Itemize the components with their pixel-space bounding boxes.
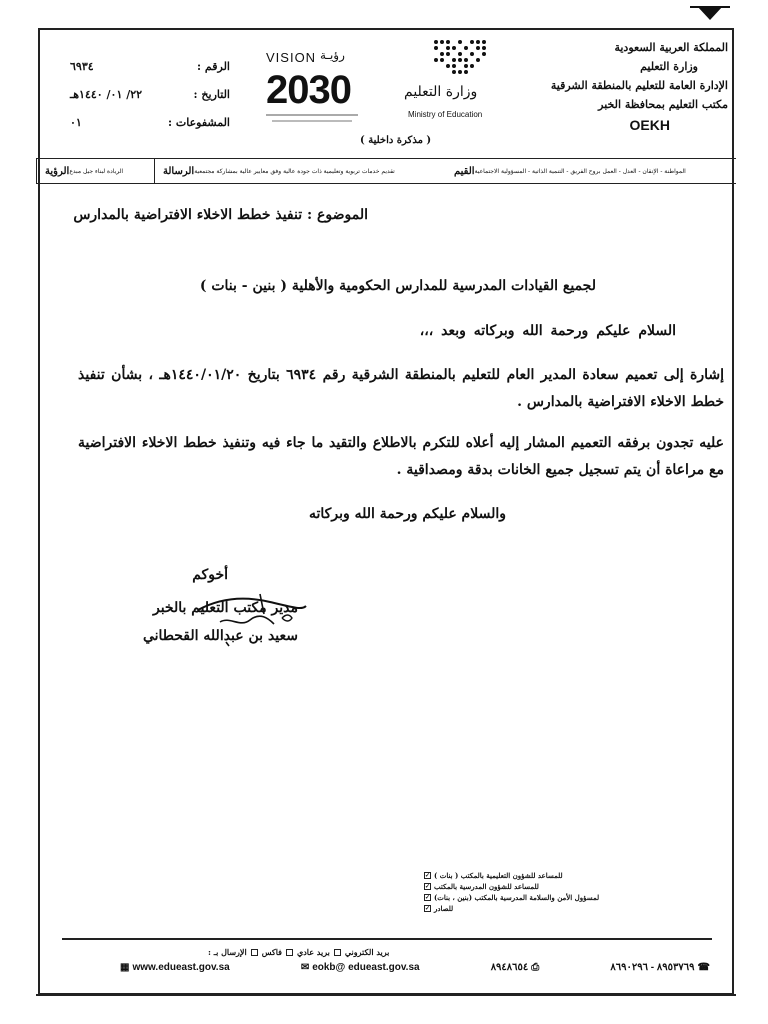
attachments-value: ٠١ [70, 116, 82, 129]
fax-icon: ⎙ [531, 962, 540, 973]
date-label: التاريخ : [193, 88, 230, 101]
regular-mail-checkbox [286, 949, 293, 956]
values-cell [446, 159, 736, 183]
office-code: OEKH [629, 117, 670, 133]
cc-item-text: لمسؤول الأمن والسلامة المدرسية بالمكتب (بنين ، بنات) [434, 893, 600, 902]
checked-box-icon: ✓ [424, 905, 430, 912]
vision-year: 2030 [266, 68, 351, 112]
vision-text: الريادة لبناء جيل مبدع [69, 167, 124, 175]
handwritten-signature-icon [190, 588, 310, 648]
email-item [301, 962, 420, 973]
contact-row [120, 962, 710, 973]
send-label: الإرسال بـ : [208, 947, 247, 957]
checked-box-icon: ✓ [424, 894, 430, 901]
vision-2030-logo [258, 48, 368, 128]
ministry-dots-icon [430, 38, 490, 74]
email-option: بريد الكتروني [344, 947, 390, 957]
values-label: القيم [454, 165, 475, 177]
letter-recipient: لجميع القيادات المدرسية للمدارس الحكومية والأهلية ( بنين - بنات ) [199, 278, 596, 294]
send-options-row [208, 947, 528, 957]
footer-divider [62, 938, 712, 940]
website-item [120, 962, 230, 973]
letter-paragraph-1: إشارة إلى تعميم سعادة المدير العام للتعليم بالمنطقة الشرقية رقم ٦٩٣٤ بتاريخ ١٤٤٠/٠١/٢٠هـ ، بشأن تنفيذ خطط الاخلاء الافتراضية بالمدارس . [78, 367, 724, 410]
kingdom-label: المملكة العربية السعودية [614, 41, 728, 54]
letter-closing: والسلام عليكم ورحمة الله وبركاته [309, 506, 506, 522]
header-left-block [70, 60, 230, 144]
cc-list [424, 870, 724, 914]
envelope-icon: ✉ [300, 962, 310, 973]
checked-box-icon: ✓ [424, 883, 430, 890]
attachments-row [70, 116, 230, 144]
regular-mail-option: بريد عادي [296, 947, 330, 957]
ministry-label: وزارة التعليم [640, 60, 698, 73]
corner-triangle-icon [697, 6, 723, 20]
reference-number-value: ٦٩٣٤ [70, 60, 94, 73]
mission-text: تقديم خدمات تربوية وتعليمية ذات جودة عالية وفق معايير عالية بمشاركة مجتمعية [194, 167, 395, 175]
cc-item [424, 870, 724, 881]
reference-number-label: الرقم : [197, 60, 230, 73]
cc-item-text: للصادر [434, 904, 454, 913]
cc-item-text: للمساعد للشؤون التعليمية بالمكتب ( بنات ) [434, 871, 563, 880]
fax-item [491, 962, 540, 973]
signatory-title: مدير مكتب التعليم بالخبر [152, 600, 298, 616]
cc-item [424, 892, 724, 903]
office-label: مكتب التعليم بمحافظة الخبر [598, 98, 728, 111]
directorate-label: الإدارة العامة للتعليم بالمنطقة الشرقية [550, 79, 728, 92]
letter-greeting: السلام عليكم ورحمة الله وبركاته وبعد ،،، [419, 323, 676, 339]
checked-box-icon: ✓ [424, 872, 430, 879]
ministry-arabic-name: وزارة التعليم [404, 84, 478, 100]
letter-paragraph-2: عليه تجدون برفقه التعميم المشار إليه أعلاه للتكرم بالاطلاع والتقيد ما جاء فيه وتنفيذ خطط الاخلاء الافتراضية مع مراعاة أن يتم تسجيل جميع الخانات بدقة ومصداقية . [78, 435, 724, 478]
globe-icon: ▦ [120, 962, 130, 973]
ministry-logo [400, 38, 520, 128]
vision-arabic-word: رؤيـة [320, 48, 345, 62]
vision-cell [36, 159, 154, 183]
reference-number-row [70, 60, 230, 88]
phone-text: ٨٩٥٣٧٦٩ - ٨٦٩٠٢٩٦ [610, 962, 695, 973]
email-text: eokb@ edueast.gov.sa [312, 962, 420, 973]
fax-checkbox [251, 949, 258, 956]
vision-word: VISION [266, 50, 317, 65]
signatory-name: سعيد بن عبدالله القحطاني [142, 628, 298, 644]
bottom-border [36, 994, 736, 996]
mission-label: الرسالة [163, 165, 195, 177]
memo-type-label: ( مذكرة داخلية ) [360, 135, 432, 146]
values-text: المواطنة - الإتقان - العدل - العمل بروح الفريق - التنمية الذاتية - المسؤولية الاجتماعية [474, 167, 686, 175]
mission-cell [154, 159, 446, 183]
vision-subtitle-bar [272, 120, 352, 122]
email-checkbox [334, 949, 341, 956]
attachments-label: المشفوعات : [168, 116, 230, 129]
sign-off: أخوكم [192, 567, 228, 583]
fax-option: فاكس [261, 947, 282, 957]
header-right-block [528, 38, 728, 135]
phone-item [610, 962, 710, 973]
cc-item [424, 881, 724, 892]
vision-subtitle-bar [266, 114, 358, 116]
cc-item [424, 903, 724, 914]
cc-item-text: للمساعد للشؤون المدرسية بالمكتب [434, 882, 539, 891]
date-row [70, 88, 230, 116]
vision-label: الرؤية [45, 165, 70, 177]
date-value: ٢٢/ ٠١/ ١٤٤٠هـ [70, 88, 143, 101]
letter-subject: الموضوع : تنفيذ خطط الاخلاء الافتراضية بالمدارس [73, 207, 368, 223]
fax-text: ٨٩٤٨٦٥٤ [490, 962, 529, 973]
vision-mission-values-row [36, 158, 736, 184]
website-text: www.edueast.gov.sa [132, 962, 230, 973]
ministry-english-name: Ministry of Education [408, 110, 483, 119]
phone-icon: ☎ [697, 962, 710, 973]
